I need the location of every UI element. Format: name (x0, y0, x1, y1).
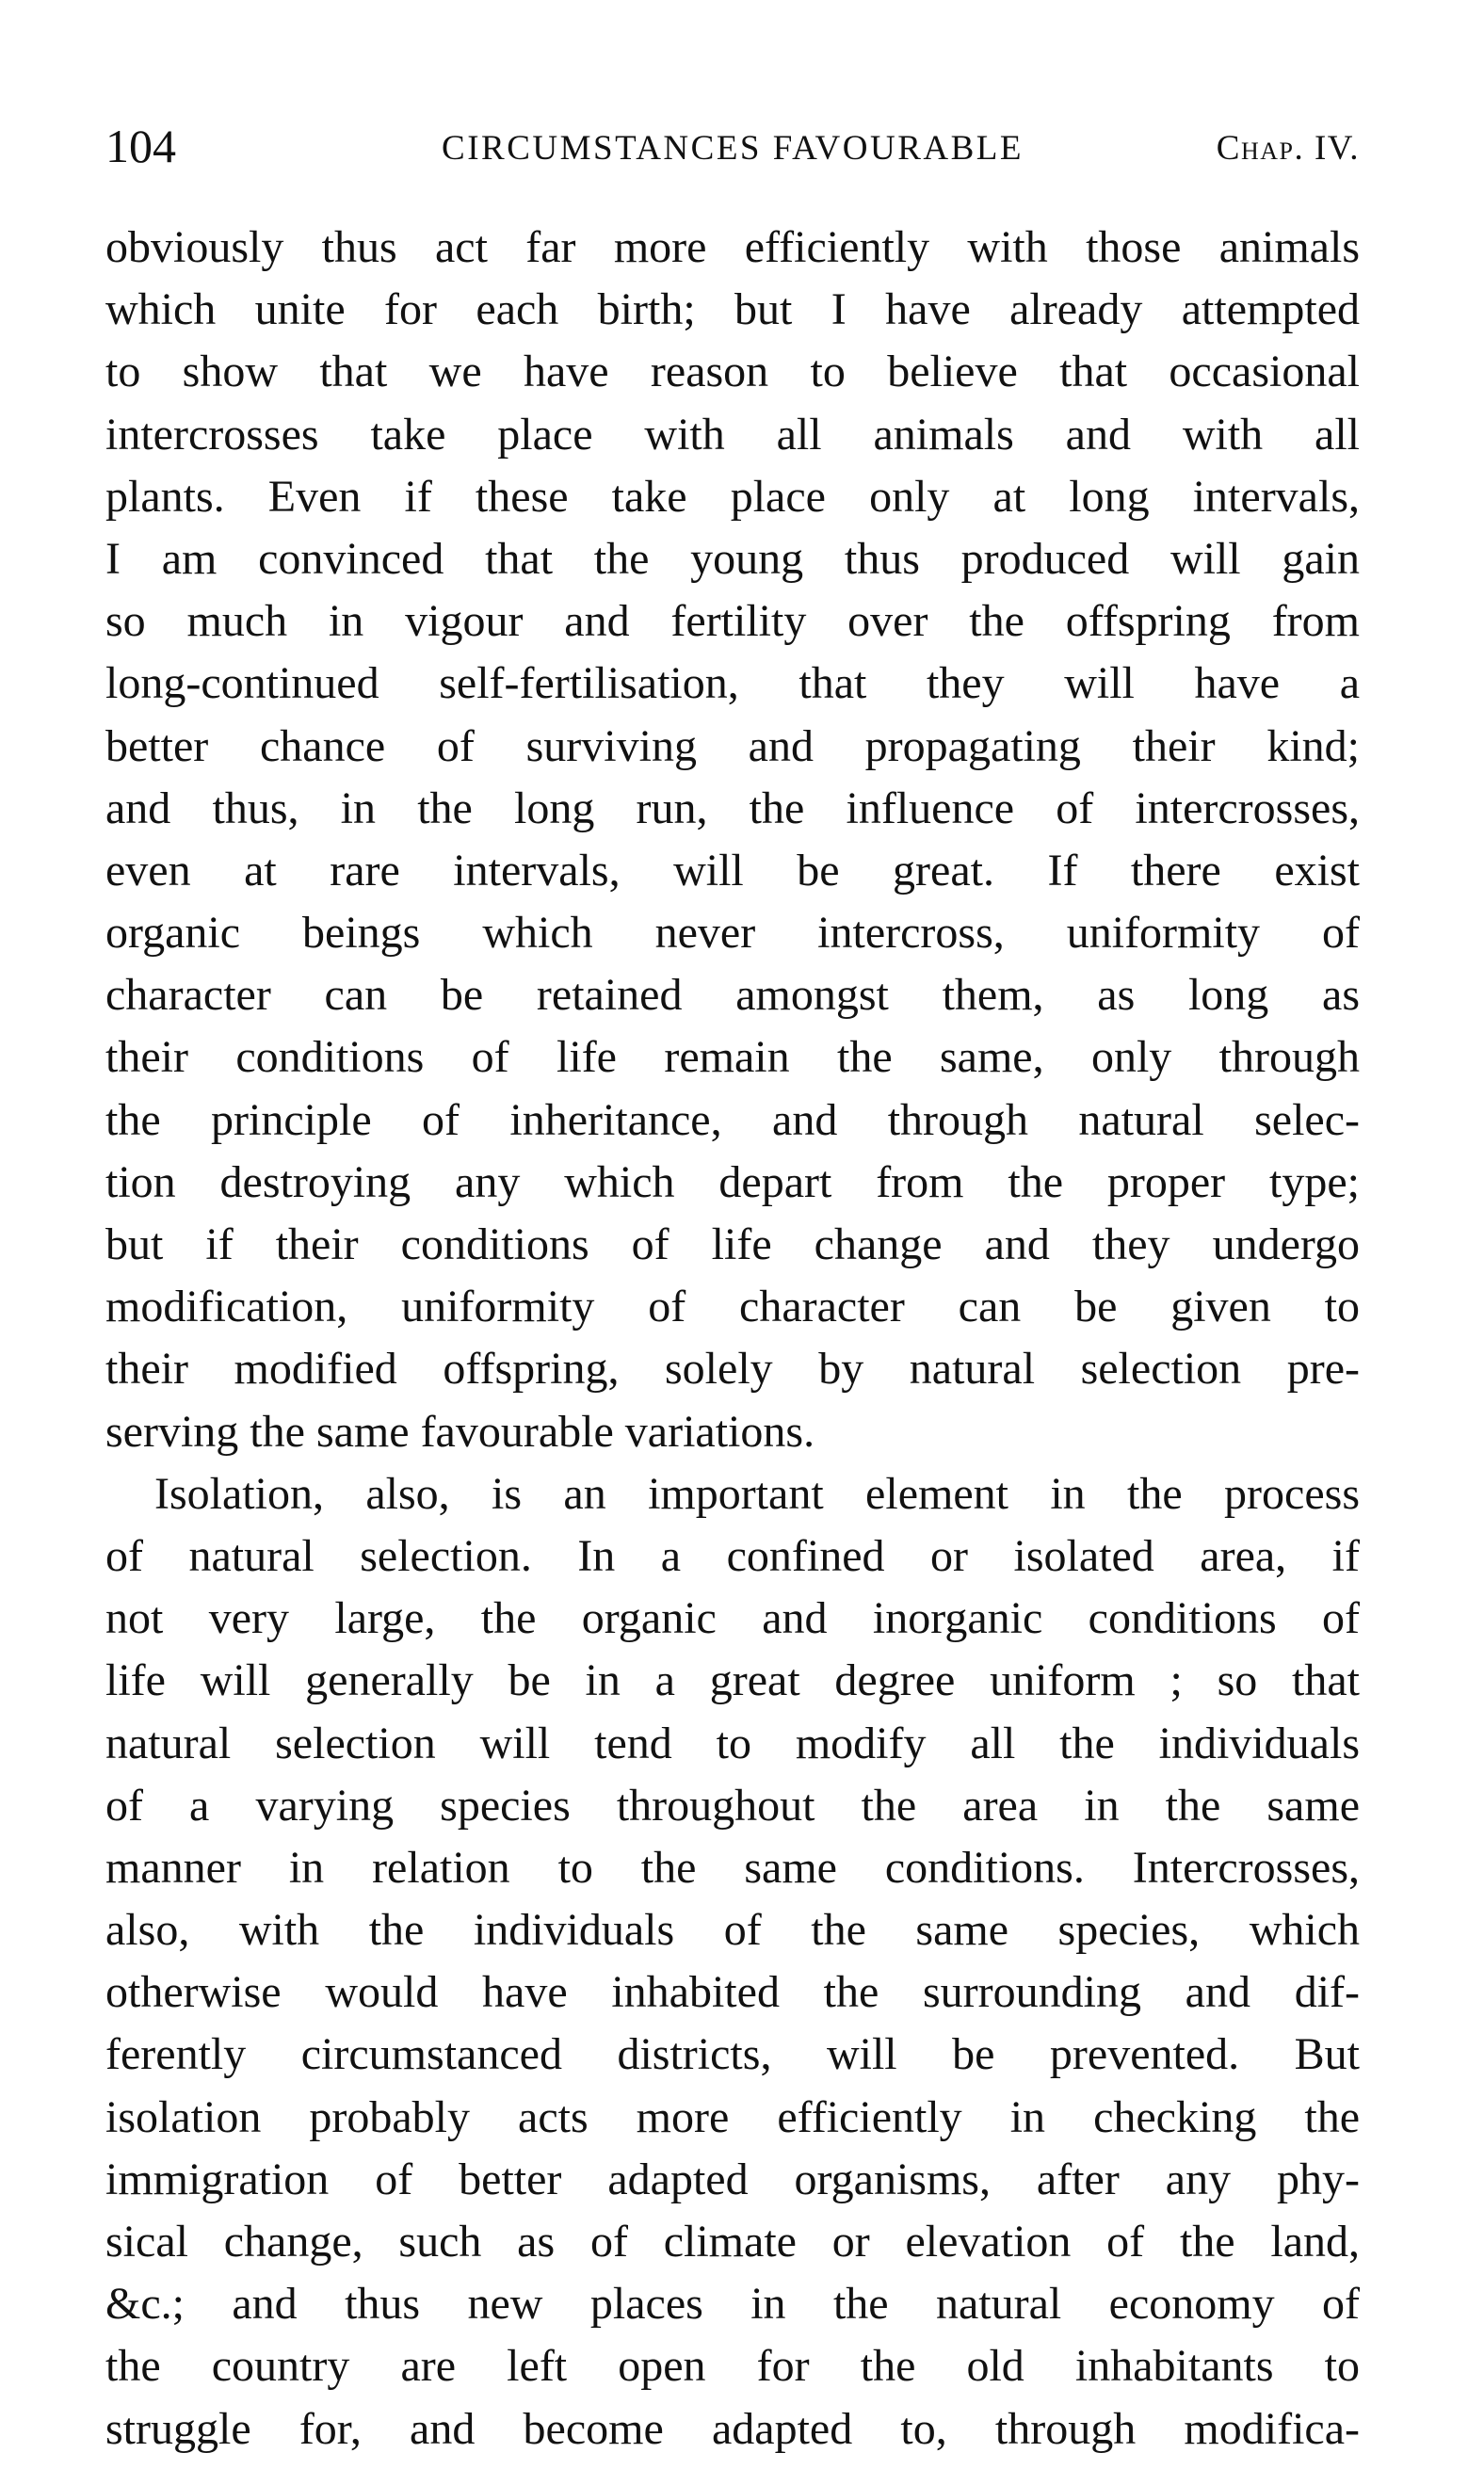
text-line: sical change, such as of climate or elevation of the land, (105, 2217, 1360, 2267)
text-line: and thus, in the long run, the influence of intercrosses, (105, 783, 1360, 833)
text-line: character can be retained amongst them, as long as (105, 970, 1360, 1021)
text-line: also, with the individuals of the same species, which (105, 1905, 1360, 1956)
text-line: but if their conditions of life change and they undergo (105, 1219, 1360, 1269)
running-head: CIRCUMSTANCES FAVOURABLE (442, 129, 1024, 168)
text-line: of a varying species throughout the area in the same (105, 1780, 1360, 1831)
text-line: otherwise would have inhabited the surrounding and dif- (105, 1967, 1360, 2018)
text-line: I am convinced that the young thus produced will gain (105, 533, 1360, 584)
page-header (105, 118, 1360, 174)
text-line: the principle of inheritance, and through natural selec- (105, 1094, 1360, 1145)
text-line: their modified offspring, solely by natural selection pre- (105, 1344, 1360, 1395)
body-text (105, 217, 1360, 2461)
text-line: ferently circumstanced districts, will be prevented. But (105, 2029, 1360, 2080)
text-line: natural selection will tend to modify all the individuals (105, 1718, 1360, 1768)
text-line: long-continued self-fertilisation, that they will have a (105, 658, 1360, 709)
text-line: life will generally be in a great degree uniform ; so that (105, 1655, 1360, 1706)
paragraph (105, 1463, 1360, 2461)
text-line: immigration of better adapted organisms, after any phy- (105, 2154, 1360, 2204)
text-line: so much in vigour and fertility over the offspring from (105, 596, 1360, 647)
text-line: isolation probably acts more efficiently in checking the (105, 2091, 1360, 2142)
text-line: plants. Even if these take place only at long intervals, (105, 471, 1360, 522)
text-line: their conditions of life remain the same, only through (105, 1032, 1360, 1083)
text-line: Isolation, also, is an important element in the process (154, 1468, 1360, 1519)
text-line: intercrosses take place with all animals and with all (105, 409, 1360, 460)
text-line: the country are left open for the old inhabitants to (105, 2341, 1360, 2392)
text-line: of natural selection. In a confined or isolated area, if (105, 1530, 1360, 1581)
text-line: obviously thus act far more efficiently with those animals (105, 222, 1360, 272)
page-number: 104 (105, 120, 176, 172)
text-line: struggle for, and become adapted to, through modifica- (105, 2403, 1360, 2454)
text-line: &c.; and thus new places in the natural economy of (105, 2279, 1360, 2330)
text-line: organic beings which never intercross, uniformity of (105, 908, 1360, 959)
text-line: modification, uniformity of character can be given to (105, 1282, 1360, 1332)
text-line: not very large, the organic and inorganic conditions of (105, 1593, 1360, 1644)
text-line: tion destroying any which depart from the proper type; (105, 1156, 1360, 1207)
chapter-reference: Chap. IV. (1216, 129, 1360, 168)
text-line: even at rare intervals, will be great. If there exist (105, 845, 1360, 896)
text-line: to show that we have reason to believe that occasional (105, 347, 1360, 397)
paragraph (105, 217, 1360, 1463)
text-line: better chance of surviving and propagating their kind; (105, 720, 1360, 771)
text-line: which unite for each birth; but I have already attempted (105, 284, 1360, 335)
text-line: serving the same favourable variations. (105, 1406, 815, 1457)
text-line: manner in relation to the same conditions. Intercrosses, (105, 1842, 1360, 1893)
